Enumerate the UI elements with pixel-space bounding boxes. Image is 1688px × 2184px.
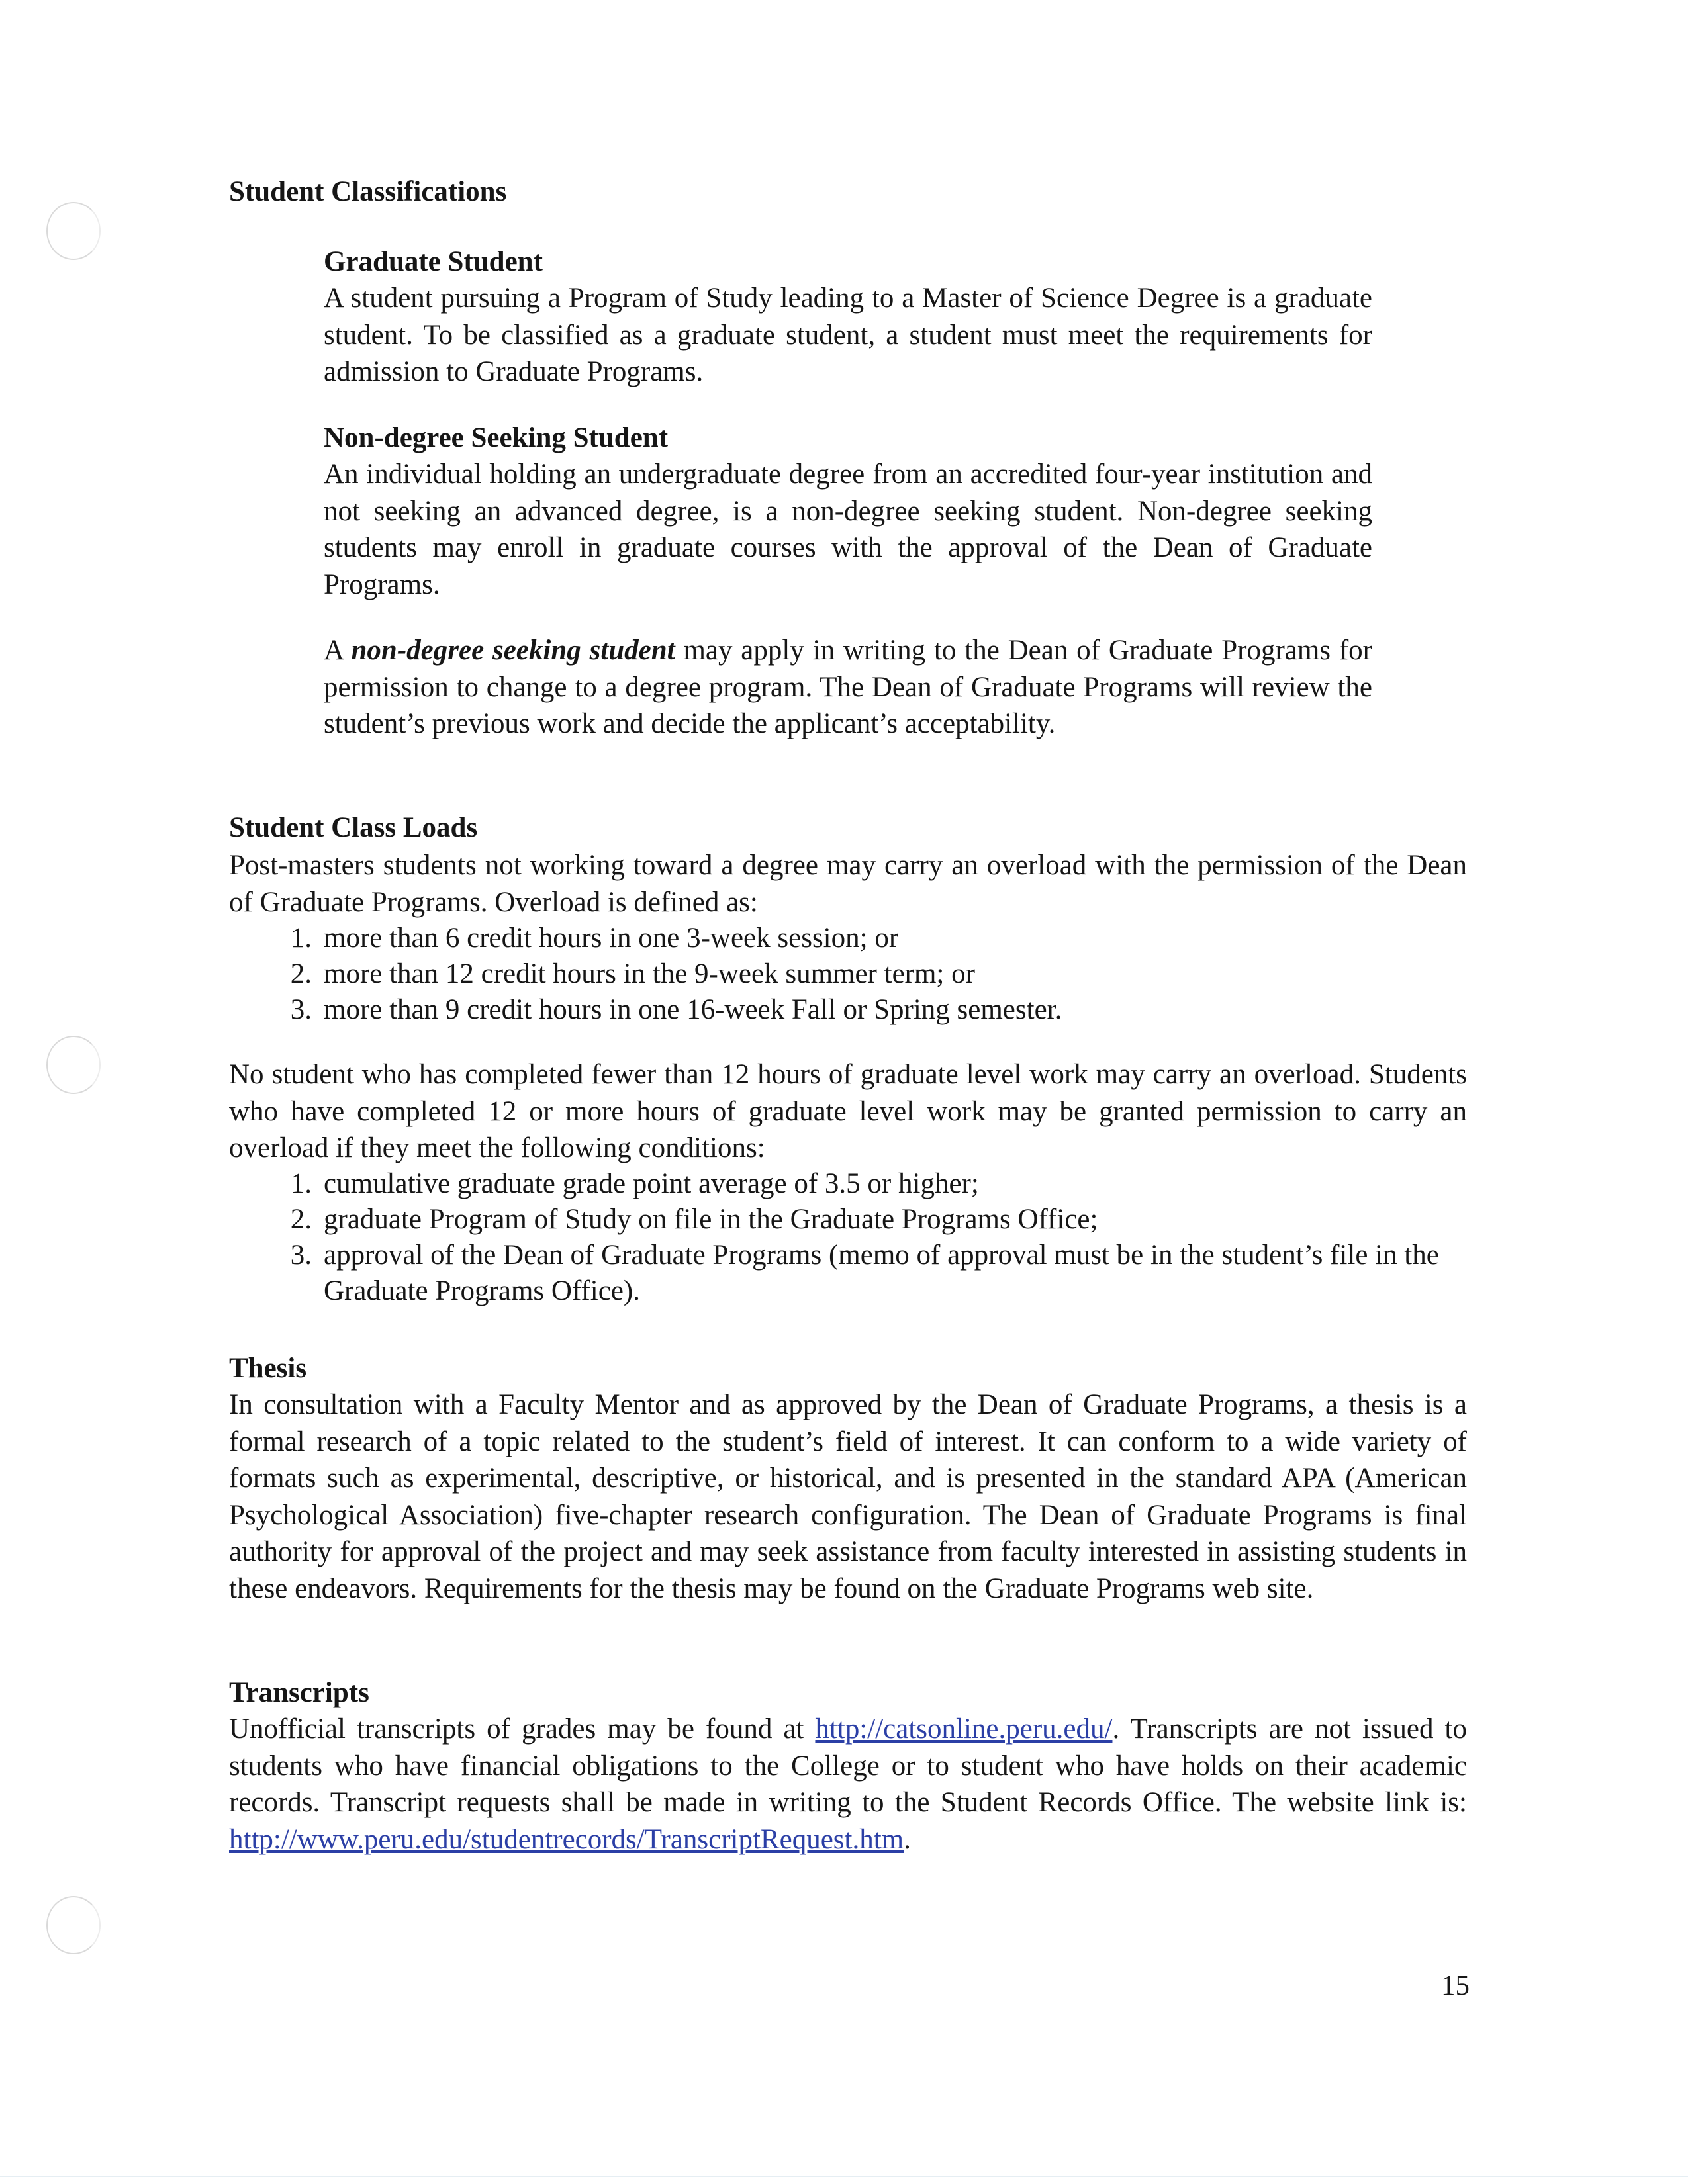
scan-edge-line bbox=[0, 2176, 1688, 2177]
binder-hole-mark bbox=[46, 1896, 101, 1954]
heading-student-classifications: Student Classifications bbox=[229, 176, 507, 207]
binder-hole-mark bbox=[46, 1036, 101, 1094]
heading-transcripts: Transcripts bbox=[229, 1677, 369, 1708]
overload-list bbox=[229, 921, 1467, 1028]
page-number: 15 bbox=[1441, 1970, 1470, 2001]
overload-conditions-paragraph: No student who has completed fewer than 12 hours of graduate level work may carry an overload. Students who have completed 12 or more hours of graduate level work may be granted permission to carry an overload if they meet the following conditions: bbox=[229, 1059, 1467, 1163]
graduate-student-section bbox=[324, 244, 1372, 390]
thesis-body: In consultation with a Faculty Mentor and as approved by the Dean of Graduate Programs, a thesis is a formal research of a topic related to the student’s field of interest. It can conform to a wide variety of formats such as experimental, descriptive, or historical, and is presented in the standard APA (American Psychological Association) five-chapter research configuration. The Dean of Graduate Programs is final authority for approval of the project and may seek assistance from faculty interested in assisting students in these endeavors. Requirements for the thesis may be found on the Graduate Programs web site. bbox=[229, 1389, 1467, 1604]
list-item: 3. more than 9 credit hours in one 16-week Fall or Spring semester. bbox=[290, 994, 1062, 1025]
heading-thesis: Thesis bbox=[229, 1353, 307, 1384]
transcripts-body: Unofficial transcripts of grades may be found at http://catsonline.peru.edu/. Transcripts are not issued to students who have financial obligations to the College or to student who have holds on their academic records. Transcript requests shall be made in writing to the Student Records Office. The website link is: http://www.peru.edu/studentrecords/TranscriptRequest.htm. bbox=[229, 1713, 1467, 1855]
conditions-list bbox=[229, 1166, 1467, 1309]
list-item: 1. cumulative graduate grade point average of 3.5 or higher; bbox=[290, 1168, 979, 1199]
list-item: 2. more than 12 credit hours in the 9-week summer term; or bbox=[290, 958, 975, 989]
list-item: 3. approval of the Dean of Graduate Programs (memo of approval must be in the student’s file in the Graduate Programs Office). bbox=[290, 1240, 1439, 1306]
class-loads-intro: Post-masters students not working toward a degree may carry an overload with the permission of the Dean of Graduate Programs. Overload is defined as: bbox=[229, 850, 1467, 918]
list-item: 1. more than 6 credit hours in one 3-week session; or bbox=[290, 923, 899, 954]
list-item: 2. graduate Program of Study on file in the Graduate Programs Office; bbox=[290, 1204, 1098, 1235]
binder-hole-mark bbox=[46, 202, 101, 260]
heading-graduate-student: Graduate Student bbox=[324, 246, 543, 277]
non-degree-emphasis: non-degree seeking student bbox=[351, 635, 675, 666]
transcript-request-link[interactable]: http://www.peru.edu/studentrecords/TranscriptRequest.htm bbox=[229, 1823, 904, 1855]
non-degree-section bbox=[324, 420, 1372, 603]
graduate-student-body: A student pursuing a Program of Study leading to a Master of Science Degree is a graduate student. To be classified as a graduate student, a student must meet the requirements for admission to Graduate Programs. bbox=[324, 283, 1372, 387]
heading-student-class-loads: Student Class Loads bbox=[229, 812, 478, 843]
non-degree-body: An individual holding an undergraduate degree from an accredited four-year institution and not seeking an advanced degree, is a non-degree seeking student. Non-degree seeking students may enroll in graduate courses with the approval of the Dean of Graduate Programs. bbox=[324, 459, 1372, 600]
heading-non-degree: Non-degree Seeking Student bbox=[324, 422, 669, 453]
non-degree-change-paragraph: A non-degree seeking student may apply in writing to the Dean of Graduate Programs for permission to change to a degree program. The Dean of Graduate Programs will review the student’s previous work and decide the applicant’s acceptability. bbox=[324, 635, 1373, 739]
catsonline-link[interactable]: http://catsonline.peru.edu/ bbox=[815, 1713, 1113, 1745]
